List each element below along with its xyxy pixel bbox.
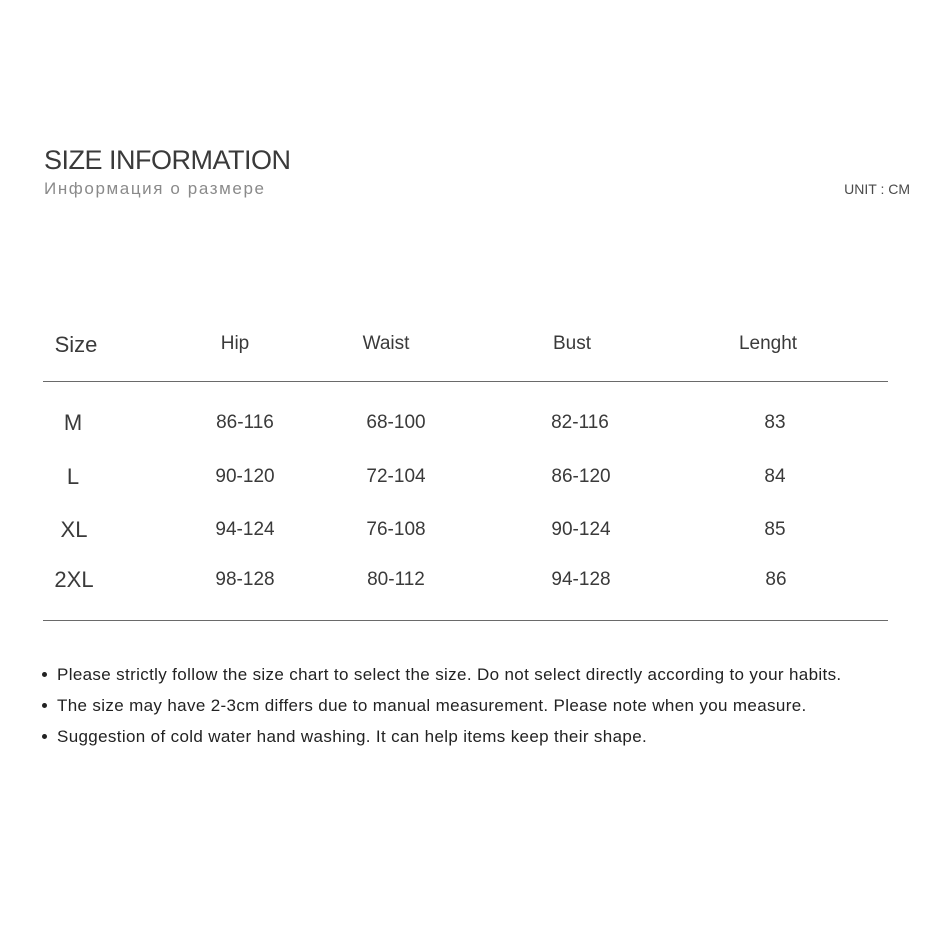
cell-hip: 98-128 [215,569,275,590]
bullet-icon [42,734,47,739]
cell-bust: 82-116 [551,412,609,433]
notes-list [40,659,842,752]
cell-size: M [63,410,83,435]
cell-waist: 72-104 [366,466,426,487]
cell-bust: 86-120 [551,466,611,487]
header-hip: Hip [220,333,250,354]
note-item [40,659,842,690]
table-top-divider [43,381,888,382]
note-text: The size may have 2-3cm differs due to manual measurement. Please note when you measure. [57,696,807,715]
header-length: Lenght [738,333,798,354]
header-size: Size [54,332,98,357]
unit-label: UNIT : CM [844,181,910,197]
header-waist: Waist [362,333,410,354]
cell-bust: 94-128 [551,569,611,590]
page-subtitle: Информация о размере [44,179,266,198]
cell-bust: 90-124 [551,519,611,540]
cell-hip: 94-124 [215,519,275,540]
bullet-icon [42,703,47,708]
cell-hip: 86-116 [216,412,274,433]
cell-length: 85 [764,519,786,540]
note-text: Please strictly follow the size chart to select the size. Do not select directly according to your habits. [57,665,842,684]
note-item [40,721,842,752]
page-title: SIZE INFORMATION [44,145,291,175]
note-text: Suggestion of cold water hand washing. It can help items keep their shape. [57,727,648,746]
table-bottom-divider [43,620,888,621]
cell-length: 84 [764,466,786,487]
cell-size: L [66,464,80,489]
cell-size: XL [60,517,88,542]
note-item [40,690,842,721]
cell-size: 2XL [54,567,94,592]
cell-length: 83 [764,412,786,433]
cell-waist: 80-112 [367,569,425,590]
cell-length: 86 [765,569,787,590]
bullet-icon [42,672,47,677]
header-bust: Bust [552,333,592,354]
cell-waist: 68-100 [366,412,426,433]
cell-hip: 90-120 [215,466,275,487]
cell-waist: 76-108 [366,519,426,540]
